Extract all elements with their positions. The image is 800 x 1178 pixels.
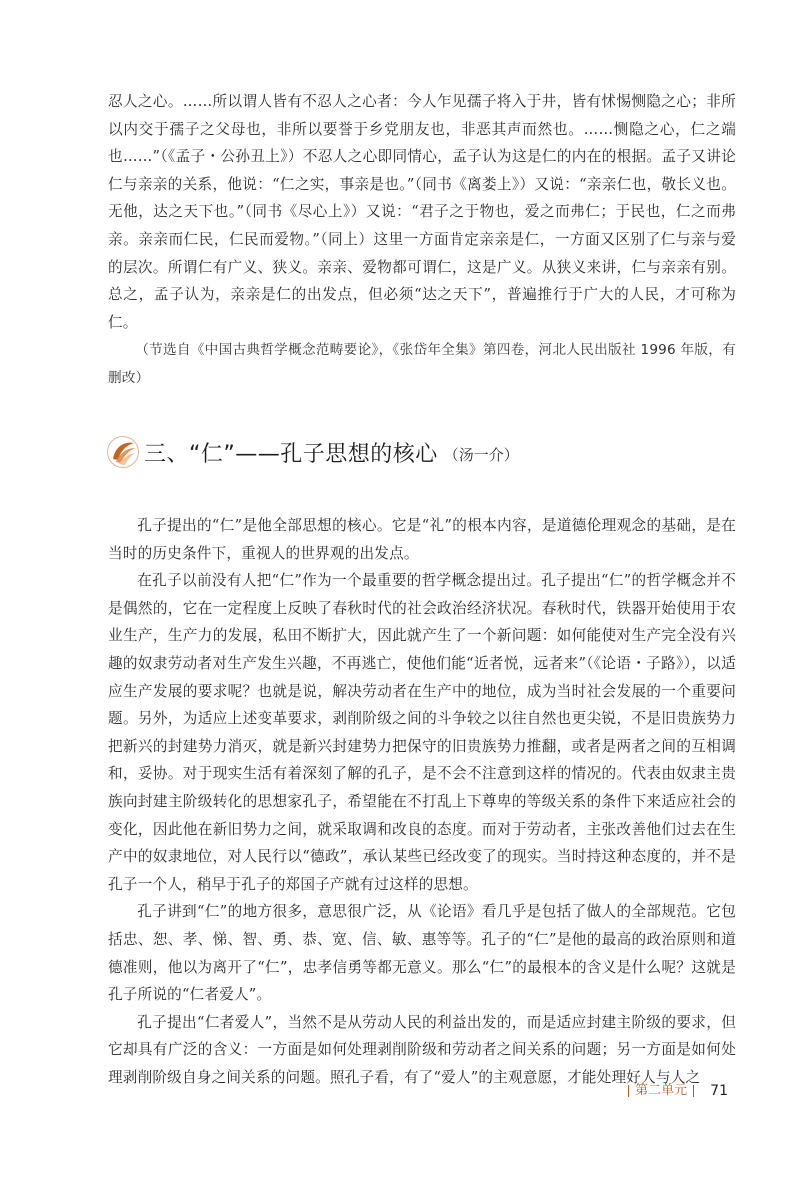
section-heading [106, 432, 746, 472]
upper-text-block [108, 88, 736, 393]
continued-paragraph: 忍人之心。……所以谓人皆有不忍人之心者：今人乍见孺子将入于井，皆有怵惕恻隐之心；非所以内交于孺子之父母也，非所以要誉于乡党朋友也，非恶其声而然也。……恻隐之心，仁之端也……”（《孟子・公孙丑上》）不忍人之心即同情心，孟子认为这是仁的内在的根据。孟子又讲论仁与亲亲的关系，他说：“仁之实，事亲是也。”（同书《离娄上》）又说：“亲亲仁也，敬长义也。无他，达之天下也。”（同书《尽心上》）又说：“君子之于物也，爱之而弗仁；于民也，仁之而弗亲。亲亲而仁民，仁民而爱物。”（同上）这里一方面肯定亲亲是仁，一方面又区别了仁与亲与爱的层次。所谓仁有广义、狭义。亲亲、爱物都可谓仁，这是广义。从狭义来讲，仁与亲亲有别。总之，孟子认为，亲亲是仁的出发点，但必须“达之天下”，普遍推行于广大的人民，才可称为仁。 [108, 93, 736, 331]
page-footer [628, 1083, 728, 1099]
body-paragraph: 在孔子以前没有人把“仁”作为一个最重要的哲学概念提出过。孔子提出“仁”的哲学概念并不是偶然的，它在一定程度上反映了春秋时代的社会政治经济状况。春秋时代，铁器开始使用于农业生产，生产力的发展，私田不断扩大，因此就产生了一个新问题：如何能使对生产完全没有兴趣的奴隶劳动者对生产发生兴趣，不再逃亡，使他们能“近者悦，远者来”（《论语・子路》），以适应生产发展的要求呢？也就是说，解决劳动者在生产中的地位，成为当时社会发展的一个重要问题。另外，为适应上述变革要求，剥削阶级之间的斗争较之以往自然也更尖锐，不是旧贵族势力把新兴的封建势力消灭，就是新兴封建势力把保守的旧贵族势力推翻，或者是两者之间的互相调和，妥协。对于现实生活有着深刻了解的孔子，是不会不注意到这样的情况的。代表由奴隶主贵族向封建主阶级转化的思想家孔子，希望能在不打乱上下尊卑的等级关系的条件下来适应社会的变化，因此他在新旧势力之间，就采取调和改良的态度。而对于劳动者，主张改善他们过去在生产中的奴隶地位，对人民行以“德政”，承认某些已经改变了的现实。当时持这种态度的，并不是孔子一个人，稍早于孔子的郑国子产就有过这样的思想。 [108, 572, 736, 893]
main-text-block [108, 512, 736, 1091]
unit-label: 第二单元 [628, 1085, 694, 1097]
body-paragraph: 孔子提出的“仁”是他全部思想的核心。它是“礼”的根本内容，是道德伦理观念的基础，是在当时的历史条件下，重视人的世界观的出发点。 [108, 517, 736, 562]
body-paragraph: 孔子讲到“仁”的地方很多，意思很广泛，从《论语》看几乎是包括了做人的全部规范。它包括忠、恕、孝、悌、智、勇、恭、宽、信、敏、惠等等。孔子的“仁”是他的最高的政治原则和道德准则，他以为离开了“仁”，忠孝信勇等都无意义。那么“仁”的最根本的含义是什么呢？这就是孔子所说的“仁者爱人”。 [108, 903, 736, 1004]
section-title: 三、“仁”——孔子思想的核心 [144, 441, 438, 467]
leaf-swirl-icon [106, 435, 140, 469]
section-author: （汤一介） [443, 445, 519, 464]
source-note: （节选自《中国古典哲学概念范畴要论》，《张岱年全集》第四卷，河北人民出版社 1996 年版，有删改） [108, 342, 736, 386]
body-paragraph: 孔子提出“仁者爱人”，当然不是从劳动人民的利益出发的，而是适应封建主阶级的要求，但它却具有广泛的含义：一方面是如何处理剥削阶级和劳动者之间关系的问题；另一方面是如何处理剥削阶级自身之间关系的问题。照孔子看，有了“爱人”的主观意愿，才能处理好人与人之 [108, 1013, 736, 1086]
page-number: 71 [710, 1083, 728, 1099]
